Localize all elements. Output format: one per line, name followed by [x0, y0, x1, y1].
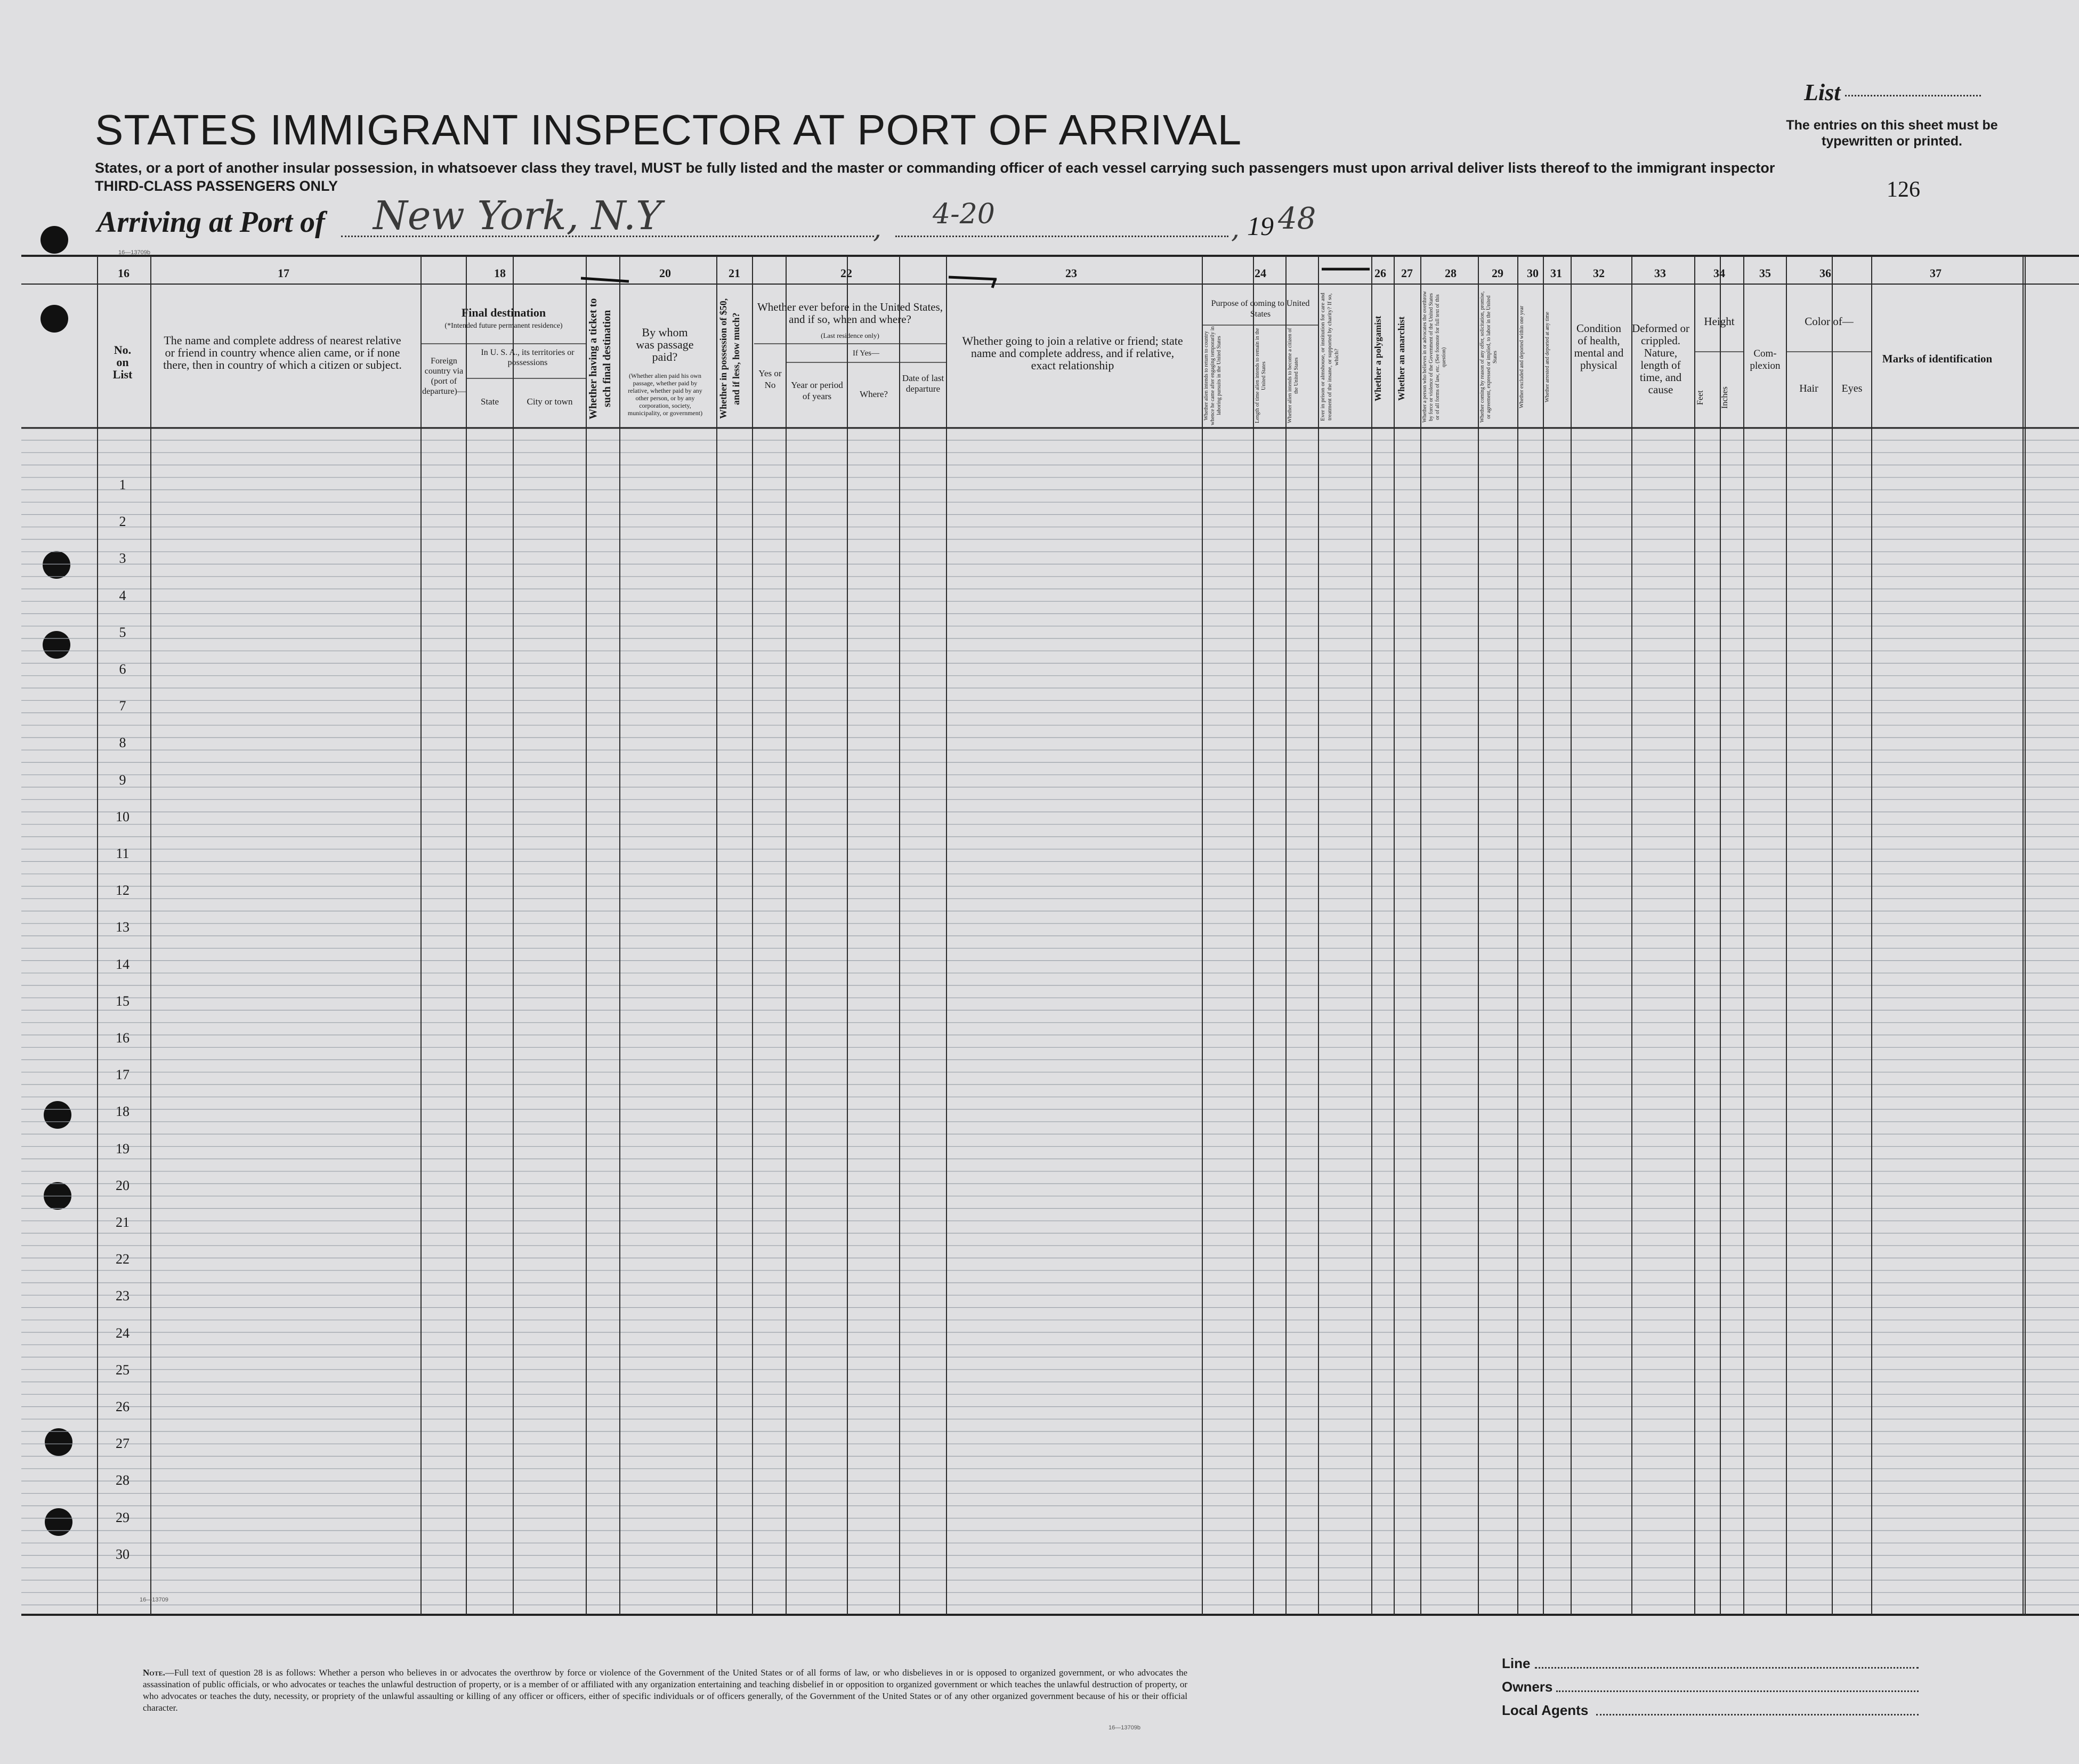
- column-number-36: 36: [1819, 266, 1831, 280]
- passenger-class-label: THIRD-CLASS PASSENGERS ONLY: [95, 178, 338, 194]
- row-number: 2: [119, 514, 126, 530]
- header-final-destination-note: (*Intended future permanent residence): [444, 322, 563, 330]
- column-number-37: 37: [1930, 266, 1942, 280]
- row-number: 20: [116, 1177, 130, 1193]
- header-yes-or-no: Yes or No: [758, 368, 782, 390]
- row-number: 11: [116, 846, 130, 861]
- port-handwritten: New York, N.Y: [373, 193, 662, 239]
- header-purpose-of-coming: Purpose of coming to United States: [1211, 299, 1310, 319]
- row-number: 30: [116, 1546, 130, 1562]
- form-number-bottom: 16—13709b: [1109, 1725, 1140, 1731]
- list-label: List: [1804, 79, 1841, 106]
- column-number-31: 31: [1550, 266, 1562, 280]
- header-length-of-stay: Length of time alien intends to remain in the United States: [1255, 328, 1267, 424]
- column-number-34: 34: [1713, 266, 1725, 280]
- header-hair: Hair: [1799, 383, 1818, 394]
- header-deformed-crippled: Deformed or crippled. Nature, length of time, and cause: [1632, 322, 1689, 396]
- header-eyes: Eyes: [1841, 383, 1863, 394]
- column-number-23: 23: [1065, 266, 1077, 280]
- header-foreign-country: Foreign country via (port of departure)—: [422, 357, 466, 396]
- column-number-17: 17: [278, 266, 289, 280]
- row-number: 12: [116, 883, 130, 899]
- form-title: STATES IMMIGRANT INSPECTOR AT PORT OF ARRIVAL: [95, 106, 1242, 153]
- header-going-to-join: Whether going to join a relative or friend; state name and complete address, and if relative, exact relationship: [962, 334, 1183, 372]
- row-number: 18: [116, 1104, 130, 1120]
- header-excluded-deported: Whether excluded and deported within one year: [1519, 305, 1525, 409]
- header-color-of: Color of—: [1805, 315, 1854, 328]
- header-feet: Feet: [1696, 390, 1705, 405]
- header-marks-identification: Marks of identification: [1882, 352, 1993, 365]
- row-number: 26: [116, 1399, 130, 1414]
- row-number: 9: [119, 772, 126, 788]
- row-number: 6: [119, 661, 126, 677]
- row-number: 1: [119, 477, 126, 492]
- row-number: 16: [116, 1030, 130, 1046]
- entries-note: The entries on this sheet must be typewritten or printed.: [1786, 118, 1998, 149]
- date-handwritten: 4-20: [933, 198, 995, 230]
- year-handwritten: 48: [1278, 201, 1316, 236]
- row-number: 10: [116, 808, 130, 824]
- header-passage-paid-note: (Whether alien paid his own passage, whether paid by relative, whether paid by any other person, or by any corporation, society, municipality, or government): [627, 372, 703, 417]
- header-city-or-town: City or town: [527, 397, 573, 407]
- comma-mark: ,: [1231, 213, 1240, 244]
- owners-label: Owners: [1502, 1679, 1553, 1695]
- footnote-question-28: [143, 1667, 1187, 1714]
- header-question-28: Whether a person who believes in or advocates the overthrow by force or violence of the Government of the United States or of all forms of law, etc. (See footnote for full text of this question): [1422, 291, 1447, 423]
- local-agents-label: Local Agents: [1502, 1702, 1589, 1718]
- header-last-residence: (Last residence only): [821, 331, 879, 339]
- form-number-top: 16—13709b: [118, 249, 150, 256]
- header-inches: Inches: [1720, 386, 1729, 409]
- row-number: 5: [119, 624, 126, 640]
- footnote-label: Note.: [143, 1668, 165, 1678]
- form-number-left: 16—13709: [140, 1597, 168, 1603]
- header-no-on-list: No. on List: [112, 343, 133, 381]
- arriving-label: Arriving at Port of: [97, 206, 325, 239]
- header-final-destination: Final destination: [461, 306, 546, 319]
- header-passage-paid: By whom was passage paid?: [636, 326, 694, 363]
- header-where: Where?: [860, 389, 888, 399]
- header-arrested-deported: Whether arrested and deported at any time: [1544, 312, 1550, 402]
- header-ticket-to-destination: Whether having a ticket to such final destination: [587, 298, 613, 419]
- row-number: 14: [116, 956, 130, 972]
- form-instructions: States, or a port of another insular possession, in whatsoever class they travel, MUST be fully listed and the master or commanding officer of each vessel carrying such passengers must upon arrival deliver lists thereof to the immigrant inspector: [95, 160, 1775, 176]
- row-number: 15: [116, 993, 130, 1009]
- header-intends-citizen: Whether alien intends to become a citizen of the United States: [1287, 328, 1299, 424]
- header-ever-before-in-us: Whether ever before in the United States, and if so, when and where?: [757, 301, 943, 326]
- row-number: 22: [116, 1251, 130, 1267]
- header-year-or-period: Year or period of years: [791, 380, 843, 401]
- local-agents-field: [1596, 1714, 1919, 1716]
- line-label: Line: [1502, 1655, 1531, 1671]
- column-number-18: 18: [494, 266, 506, 280]
- column-number-33: 33: [1654, 266, 1666, 280]
- row-number: 23: [116, 1288, 130, 1304]
- row-number: 3: [119, 551, 126, 567]
- header-intends-to-return: Whether alien intends to return to country whence he came after engaging temporarily in laboring pursuits in the United States: [1203, 326, 1222, 425]
- line-field: [1535, 1667, 1919, 1669]
- header-complexion: Com-plexion: [1750, 348, 1781, 371]
- header-possession-50: Whether in possession of $50, and if less, how much?: [718, 298, 741, 419]
- column-number-30: 30: [1527, 266, 1539, 280]
- column-number-16: 16: [118, 266, 130, 280]
- column-number-32: 32: [1593, 266, 1605, 280]
- header-height: Height: [1704, 315, 1735, 328]
- row-number: 4: [119, 587, 126, 603]
- column-number-27: 27: [1401, 266, 1413, 280]
- column-number-24: 24: [1255, 266, 1266, 280]
- comma-mark: ,: [873, 213, 881, 244]
- column-number-28: 28: [1445, 266, 1457, 280]
- header-in-usa: In U. S. A., its territories or possessions: [481, 348, 575, 367]
- column-number-29: 29: [1492, 266, 1503, 280]
- header-date-last-departure: Date of last departure: [902, 373, 944, 394]
- column-number-21: 21: [729, 266, 740, 280]
- header-if-yes: If Yes—: [852, 349, 879, 358]
- row-number: 17: [116, 1067, 130, 1083]
- row-number: 27: [116, 1436, 130, 1452]
- year-prefix: 19: [1247, 211, 1274, 241]
- column-number-35: 35: [1759, 266, 1771, 280]
- row-number: 29: [116, 1509, 130, 1525]
- row-number: 24: [116, 1325, 130, 1341]
- row-number: 19: [116, 1140, 130, 1156]
- header-nearest-relative: The name and complete address of nearest relative or friend in country whence alien came, or if none there, then in country of which a citizen or subject.: [163, 334, 402, 371]
- header-prison-almshouse: Ever in prison or almshouse, or institution for care and treatment of the insane, or supported by charity? If so, which?: [1320, 293, 1340, 422]
- footnote-text: —Full text of question 28 is as follows: Whether a person who believes in or advocates the overthrow by force or violence of the Government of the United States or of all forms of law, or who disbelieves in or is opposed to organized government, or who advocates the assassination of public officials, or who advocates or teaches the unlawful destruction of property, or is a member of or affiliated with any organization entertaining and teaching disbelief in or opposition to organized government or which teaches the unlawful destruction of property, or who advocates or teaches the duty, necessity, or propriety of the unlawful assaulting or killing of any officer or officers, either of specific individuals or of officers generally, of the Government of the United States or of any other organized government because of his or their official character.: [143, 1668, 1187, 1713]
- row-number: 21: [116, 1215, 130, 1230]
- header-anarchist: Whether an anarchist: [1396, 316, 1406, 401]
- column-number-26: 26: [1374, 266, 1386, 280]
- header-offer-to-labor: Whether coming by reason of any offer, solicitation, promise, or agreement, expressed or implied, to labor in the United States: [1479, 291, 1498, 423]
- row-number: 25: [116, 1362, 130, 1378]
- owners-field: [1556, 1690, 1919, 1692]
- header-polygamist: Whether a polygamist: [1373, 315, 1383, 402]
- row-number: 13: [116, 919, 130, 935]
- row-number: 7: [119, 698, 126, 714]
- page-number: 126: [1887, 177, 1920, 202]
- column-number-22: 22: [840, 266, 852, 280]
- row-number: 28: [116, 1472, 130, 1488]
- header-condition-of-health: Condition of health, mental and physical: [1574, 322, 1624, 371]
- header-state: State: [481, 397, 499, 407]
- column-number-20: 20: [659, 266, 671, 280]
- row-number: 8: [119, 735, 126, 751]
